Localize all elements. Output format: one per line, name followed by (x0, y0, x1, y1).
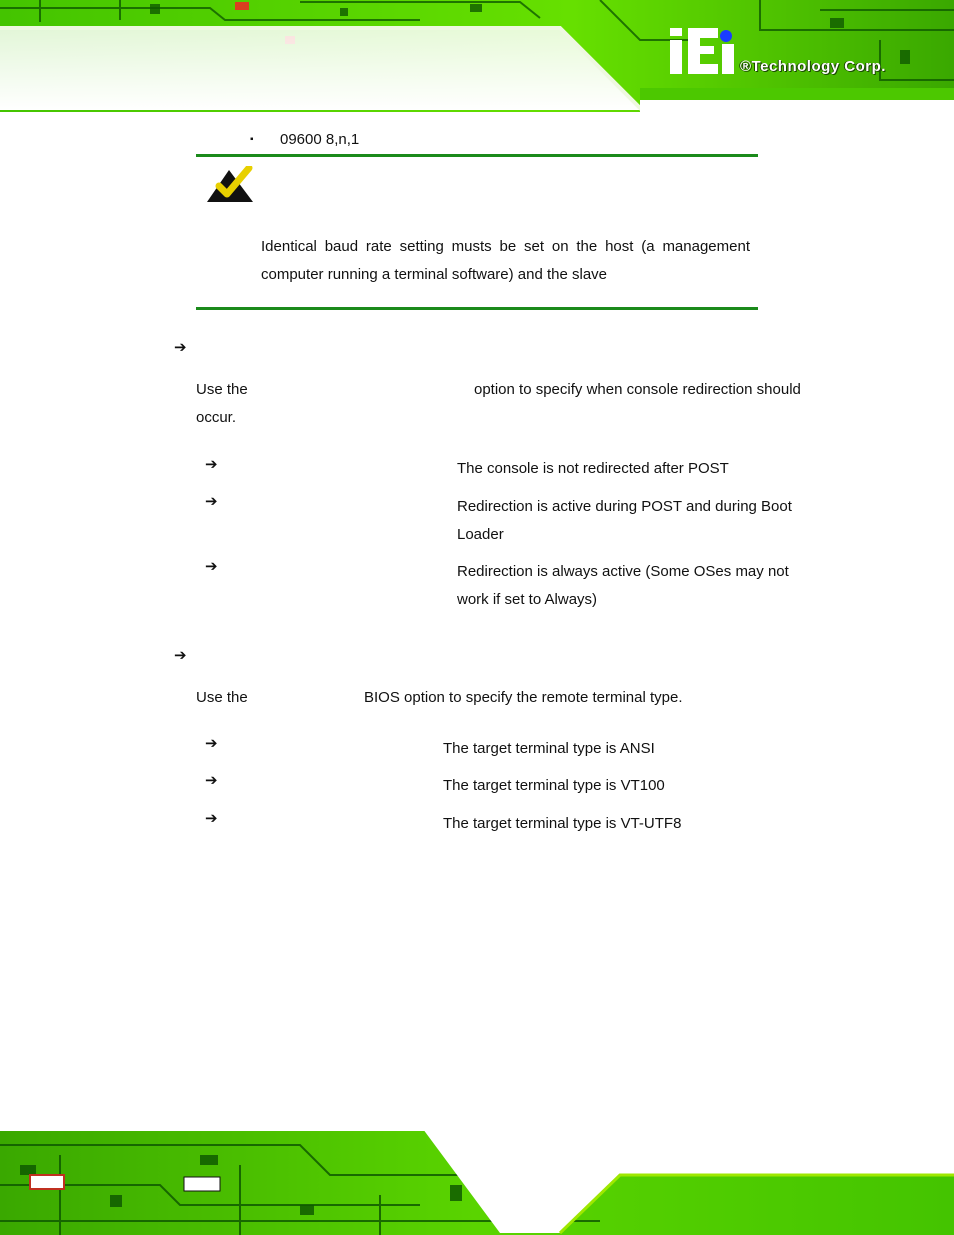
section1-intro-start: Use the (196, 381, 248, 398)
option-description: The target terminal type is VT-UTF8 (443, 815, 682, 832)
page-header (0, 0, 954, 112)
iei-logo (670, 28, 734, 74)
note-bottom-rule (196, 307, 758, 310)
option-description: Redirection is always active (Some OSes may not (457, 563, 789, 580)
option-arrow-icon: ➔ (205, 809, 218, 827)
section2-intro-start: Use the (196, 689, 248, 706)
option-arrow-icon: ➔ (205, 455, 218, 473)
bullet-marker: ▪ (250, 134, 254, 145)
option-arrow-icon: ➔ (205, 492, 218, 510)
pcb-footer-graphic (0, 1125, 954, 1235)
note-top-rule (196, 154, 758, 157)
section-arrow-icon: ➔ (174, 646, 187, 664)
logo-tagline: ®Technology Corp. (740, 58, 886, 75)
section-arrow-icon: ➔ (174, 338, 187, 356)
section2-intro-end: BIOS option to specify the remote terminal type. (364, 689, 683, 706)
option-description: The console is not redirected after POST (457, 460, 729, 477)
option-arrow-icon: ➔ (205, 771, 218, 789)
option-description-cont: work if set to Always) (457, 591, 598, 608)
pcb-header-graphic (0, 0, 954, 112)
option-description-cont: Loader (457, 526, 504, 543)
option-description: The target terminal type is ANSI (443, 740, 655, 757)
option-description: Redirection is active during POST and during Boot (457, 498, 792, 515)
note-line-1: Identical baud rate setting musts be set on the host (a management (261, 238, 750, 255)
page-footer (0, 1125, 954, 1235)
option-description: The target terminal type is VT100 (443, 777, 665, 794)
option-arrow-icon: ➔ (205, 734, 218, 752)
section1-intro-line2: occur. (196, 409, 237, 426)
section1-intro-end: option to specify when console redirection should (474, 381, 801, 398)
bullet-text: 09600 8,n,1 (280, 131, 360, 148)
option-arrow-icon: ➔ (205, 557, 218, 575)
checkmark-note-icon (205, 166, 257, 204)
note-line-2: computer running a terminal software) and the slave (261, 266, 608, 283)
